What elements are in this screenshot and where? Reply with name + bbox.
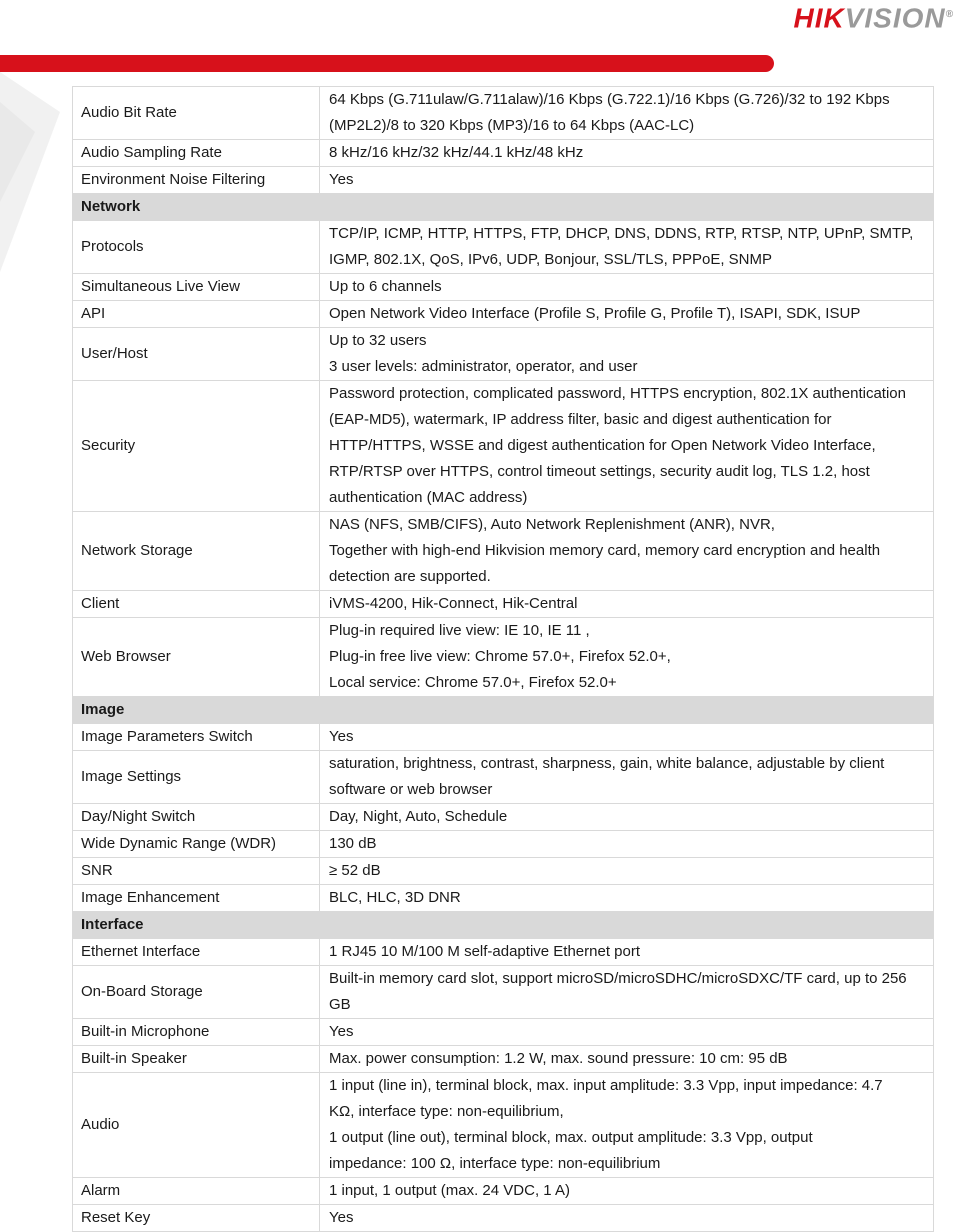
spec-value-line: 130 dB xyxy=(329,835,377,852)
spec-value xyxy=(320,140,934,167)
spec-label: Built-in Speaker xyxy=(73,1046,320,1073)
spec-value-line: Yes xyxy=(329,171,354,188)
spec-value xyxy=(320,328,934,381)
spec-label: Protocols xyxy=(73,221,320,274)
spec-value-line: Up to 32 users xyxy=(329,332,427,349)
section-header-row xyxy=(73,912,934,939)
spec-label: API xyxy=(73,301,320,328)
spec-value xyxy=(320,591,934,618)
spec-row xyxy=(73,724,934,751)
spec-value-line: IGMP, 802.1X, QoS, IPv6, UDP, Bonjour, SSL/TLS, PPPoE, SNMP xyxy=(329,251,772,268)
spec-value-line: Yes xyxy=(329,1209,354,1226)
spec-value xyxy=(320,1178,934,1205)
spec-label: Audio Sampling Rate xyxy=(73,140,320,167)
spec-value-line: 1 input, 1 output (max. 24 VDC, 1 A) xyxy=(329,1182,570,1199)
spec-label: Web Browser xyxy=(73,618,320,697)
section-title: Network xyxy=(73,194,934,221)
spec-value-line: Plug-in free live view: Chrome 57.0+, Firefox 52.0+, xyxy=(329,648,671,665)
spec-value xyxy=(320,167,934,194)
spec-value xyxy=(320,804,934,831)
spec-value-line: software or web browser xyxy=(329,781,493,798)
spec-row xyxy=(73,858,934,885)
spec-value-line: Day, Night, Auto, Schedule xyxy=(329,808,508,825)
spec-row xyxy=(73,301,934,328)
spec-table xyxy=(72,86,934,1232)
section-header-row xyxy=(73,194,934,221)
spec-value-line: authentication (MAC address) xyxy=(329,489,528,506)
section-title: Interface xyxy=(73,912,934,939)
spec-row xyxy=(73,140,934,167)
spec-value-line: Max. power consumption: 1.2 W, max. sound pressure: 10 cm: 95 dB xyxy=(329,1050,788,1067)
spec-value-line: Together with high-end Hikvision memory card, memory card encryption and health xyxy=(329,542,881,559)
spec-value xyxy=(320,1205,934,1232)
spec-value xyxy=(320,724,934,751)
spec-label: Image Parameters Switch xyxy=(73,724,320,751)
spec-value-line: Password protection, complicated password, HTTPS encryption, 802.1X authentication xyxy=(329,385,906,402)
spec-value-line: RTP/RTSP over HTTPS, control timeout settings, security audit log, TLS 1.2, host xyxy=(329,463,870,480)
spec-value-line: iVMS-4200, Hik-Connect, Hik-Central xyxy=(329,595,578,612)
spec-label: Audio xyxy=(73,1073,320,1178)
spec-value xyxy=(320,1046,934,1073)
hikvision-logo xyxy=(793,0,954,33)
spec-label: Network Storage xyxy=(73,512,320,591)
spec-value-line: ≥ 52 dB xyxy=(329,862,381,879)
spec-row xyxy=(73,804,934,831)
spec-value-line: HTTP/HTTPS, WSSE and digest authentication for Open Network Video Interface, xyxy=(329,437,876,454)
spec-value xyxy=(320,381,934,512)
spec-value xyxy=(320,1019,934,1046)
spec-value-line: impedance: 100 Ω, interface type: non-equilibrium xyxy=(329,1155,661,1172)
spec-label: Audio Bit Rate xyxy=(73,87,320,140)
spec-row xyxy=(73,1205,934,1232)
spec-label: SNR xyxy=(73,858,320,885)
spec-row xyxy=(73,885,934,912)
header-accent-bar xyxy=(0,55,774,72)
spec-row xyxy=(73,966,934,1019)
spec-label: Client xyxy=(73,591,320,618)
spec-row xyxy=(73,831,934,858)
spec-table-body xyxy=(73,87,934,1232)
spec-row xyxy=(73,618,934,697)
spec-value-line: Up to 6 channels xyxy=(329,278,442,295)
spec-label: Environment Noise Filtering xyxy=(73,167,320,194)
spec-value-line: 64 Kbps (G.711ulaw/G.711alaw)/16 Kbps (G.722.1)/16 Kbps (G.726)/32 to 192 Kbps xyxy=(329,91,890,108)
spec-value-line: 1 input (line in), terminal block, max. input amplitude: 3.3 Vpp, input impedance: 4.7 xyxy=(329,1077,883,1094)
spec-value-line: Plug-in required live view: IE 10, IE 11 , xyxy=(329,622,590,639)
spec-label: Alarm xyxy=(73,1178,320,1205)
spec-label: Security xyxy=(73,381,320,512)
registered-mark: ® xyxy=(945,9,954,20)
spec-value-line: (MP2L2)/8 to 320 Kbps (MP3)/16 to 64 Kbps (AAC-LC) xyxy=(329,117,695,134)
spec-value-line: KΩ, interface type: non-equilibrium, xyxy=(329,1103,564,1120)
section-header-row xyxy=(73,697,934,724)
spec-value-line: Yes xyxy=(329,728,354,745)
spec-label: Built-in Microphone xyxy=(73,1019,320,1046)
spec-label: Image Enhancement xyxy=(73,885,320,912)
spec-value xyxy=(320,1073,934,1178)
spec-row xyxy=(73,328,934,381)
spec-row xyxy=(73,591,934,618)
spec-value-line: 8 kHz/16 kHz/32 kHz/44.1 kHz/48 kHz xyxy=(329,144,584,161)
spec-value-line: 1 RJ45 10 M/100 M self-adaptive Ethernet port xyxy=(329,943,641,960)
spec-label: Wide Dynamic Range (WDR) xyxy=(73,831,320,858)
spec-label: On-Board Storage xyxy=(73,966,320,1019)
spec-row xyxy=(73,167,934,194)
spec-label: Day/Night Switch xyxy=(73,804,320,831)
spec-label: Reset Key xyxy=(73,1205,320,1232)
spec-value xyxy=(320,939,934,966)
spec-row xyxy=(73,1178,934,1205)
section-title: Image xyxy=(73,697,934,724)
spec-value xyxy=(320,274,934,301)
spec-value-line: (EAP-MD5), watermark, IP address filter, basic and digest authentication for xyxy=(329,411,832,428)
spec-label: Ethernet Interface xyxy=(73,939,320,966)
spec-row xyxy=(73,939,934,966)
spec-value xyxy=(320,966,934,1019)
spec-value xyxy=(320,751,934,804)
spec-row xyxy=(73,512,934,591)
spec-label: Image Settings xyxy=(73,751,320,804)
spec-value xyxy=(320,618,934,697)
spec-row xyxy=(73,1073,934,1178)
logo-part-red: HIK xyxy=(793,2,845,34)
spec-value-line: TCP/IP, ICMP, HTTP, HTTPS, FTP, DHCP, DNS, DDNS, RTP, RTSP, NTP, UPnP, SMTP, xyxy=(329,225,914,242)
watermark-shape xyxy=(0,72,70,272)
spec-row xyxy=(73,87,934,140)
spec-value-line: Open Network Video Interface (Profile S, Profile G, Profile T), ISAPI, SDK, ISUP xyxy=(329,305,861,322)
spec-value-line: detection are supported. xyxy=(329,568,491,585)
spec-row xyxy=(73,751,934,804)
spec-value xyxy=(320,301,934,328)
spec-value-line: BLC, HLC, 3D DNR xyxy=(329,889,461,906)
spec-row xyxy=(73,1019,934,1046)
spec-value-line: Yes xyxy=(329,1023,354,1040)
spec-value-line: GB xyxy=(329,996,351,1013)
spec-value xyxy=(320,831,934,858)
spec-label: Simultaneous Live View xyxy=(73,274,320,301)
spec-row xyxy=(73,274,934,301)
spec-label: User/Host xyxy=(73,328,320,381)
spec-value xyxy=(320,885,934,912)
spec-value-line: NAS (NFS, SMB/CIFS), Auto Network Replenishment (ANR), NVR, xyxy=(329,516,775,533)
spec-value-line: Built-in memory card slot, support microSD/microSDHC/microSDXC/TF card, up to 256 xyxy=(329,970,907,987)
spec-value xyxy=(320,512,934,591)
spec-value xyxy=(320,87,934,140)
spec-value-line: Local service: Chrome 57.0+, Firefox 52.0+ xyxy=(329,674,617,691)
spec-value-line: 3 user levels: administrator, operator, and user xyxy=(329,358,638,375)
spec-value-line: 1 output (line out), terminal block, max. output amplitude: 3.3 Vpp, output xyxy=(329,1129,813,1146)
spec-row xyxy=(73,1046,934,1073)
spec-value xyxy=(320,221,934,274)
logo-part-gray: VISION xyxy=(844,2,946,34)
spec-value-line: saturation, brightness, contrast, sharpness, gain, white balance, adjustable by client xyxy=(329,755,885,772)
spec-row xyxy=(73,381,934,512)
spec-row xyxy=(73,221,934,274)
spec-value xyxy=(320,858,934,885)
